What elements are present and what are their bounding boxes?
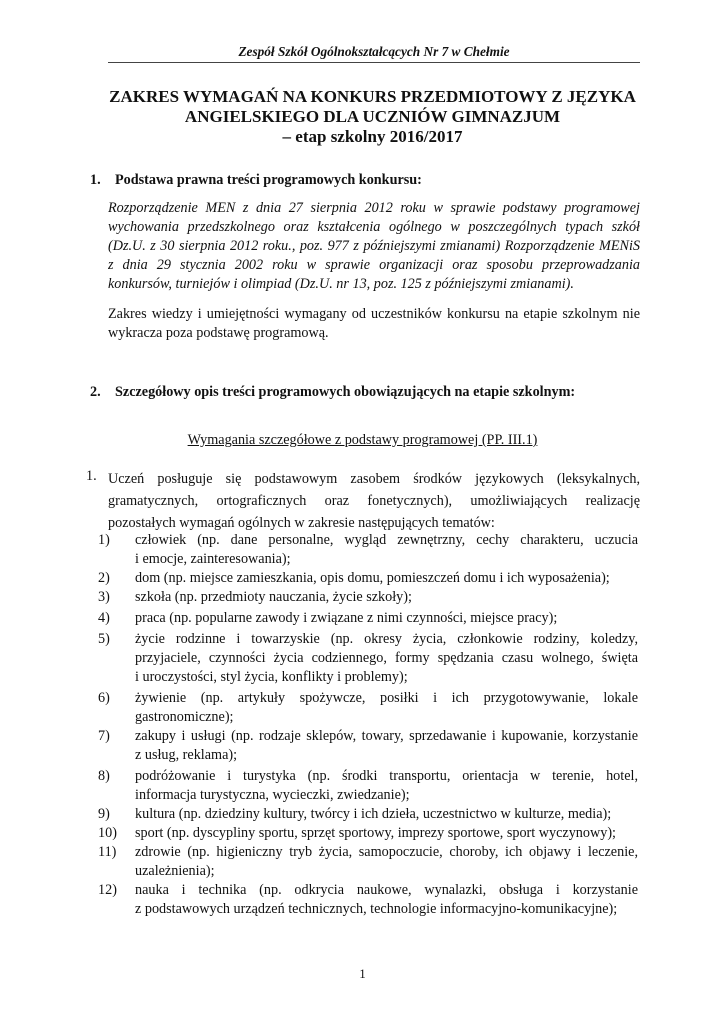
- topic-line: żywienie (np. artykuły spożywcze, posiłki i ich przygotowywanie, lokale: [135, 690, 638, 706]
- topic-line: informacja turystyczna, wycieczki, zwiedzanie);: [135, 787, 410, 803]
- topic-number: 4): [98, 610, 110, 626]
- topic-number: 9): [98, 806, 110, 822]
- topic-item: [98, 881, 638, 919]
- topic-item: [98, 531, 638, 569]
- section-1-heading: [90, 172, 422, 189]
- topic-number: 8): [98, 768, 110, 784]
- topic-line: kultura (np. dziedziny kultury, twórcy i ich dzieła, uczestnictwo w kulturze, media);: [135, 806, 612, 822]
- topic-line: człowiek (np. dane personalne, wygląd zewnętrzny, cechy charakteru, uczucia: [135, 532, 638, 548]
- topic-line: życie rodzinne i towarzyskie (np. okresy życia, członkowie rodziny, koledzy,: [135, 631, 638, 647]
- topic-number: 12): [98, 882, 117, 898]
- topic-item: [98, 609, 638, 628]
- topic-text: [135, 881, 638, 919]
- topic-number: 2): [98, 570, 110, 586]
- topic-line: dom (np. miejsce zamieszkania, opis domu, pomieszczeń domu i ich wyposażenia);: [135, 570, 610, 586]
- topic-item: [98, 805, 638, 824]
- topic-item: [98, 824, 638, 843]
- topic-line: gastronomiczne);: [135, 709, 234, 725]
- topic-number: 11): [98, 844, 117, 860]
- topic-line: nauka i technika (np. odkrycia naukowe, wynalazki, obsługa i korzystanie: [135, 882, 638, 898]
- topic-text: [135, 843, 638, 881]
- scope-line: Zakres wiedzy i umiejętności wymagany od uczestników konkursu na etapie szkolnym nie: [108, 306, 640, 322]
- topic-line: praca (np. popularne zawody i związane z nimi czynności, miejsce pracy);: [135, 610, 558, 626]
- requirements-subheading: Wymagania szczegółowe z podstawy programowej (PP. III.1): [187, 432, 538, 448]
- topic-line: zdrowie (np. higieniczny tryb życia, samopoczucie, choroby, ich objawy i leczenie,: [135, 844, 638, 860]
- page-number: 1: [359, 966, 366, 981]
- topic-text: [135, 569, 638, 588]
- header-divider: [108, 62, 640, 63]
- topic-text: [135, 727, 638, 765]
- section-2-number: 2.: [90, 384, 101, 400]
- intro-line: pozostałych wymagań ogólnych w zakresie następujących tematów:: [108, 515, 495, 531]
- requirement-number: 1.: [86, 468, 97, 484]
- topic-line: podróżowanie i turystyka (np. środki transportu, orientacja w terenie, hotel,: [135, 768, 638, 784]
- legal-line: Rozporządzenie MEN z dnia 27 sierpnia 2012 roku w sprawie podstawy programowej: [108, 200, 640, 216]
- topic-line: zakupy i usługi (np. rodzaje sklepów, towary, sprzedawanie i kupowanie, korzystanie: [135, 728, 638, 744]
- topic-text: [135, 767, 638, 805]
- topic-number: 5): [98, 631, 110, 647]
- legal-line: z dnia 29 stycznia 2002 roku w sprawie organizacji oraz sposobu przeprowadzania: [108, 257, 640, 273]
- topic-number: 7): [98, 728, 110, 744]
- topic-line: przyjaciele, czynności życia codziennego, formy spędzania czasu wolnego, święta: [135, 650, 638, 666]
- topic-item: [98, 727, 638, 765]
- topic-line: uzależnienia);: [135, 863, 215, 879]
- topic-text: [135, 630, 638, 687]
- topic-item: [98, 630, 638, 687]
- legal-basis-paragraph: [108, 199, 640, 294]
- legal-line: konkursów, turniejów i olimpiad (Dz.U. nr 13, poz. 125 z późniejszymi zmianami).: [108, 276, 574, 292]
- topic-line: sport (np. dyscypliny sportu, sprzęt sportowy, imprezy sportowe, sport wyczynowy);: [135, 825, 616, 841]
- topic-number: 3): [98, 589, 110, 605]
- topic-text: [135, 531, 638, 569]
- topic-number: 6): [98, 690, 110, 706]
- topic-number: 10): [98, 825, 117, 841]
- topic-text: [135, 805, 638, 824]
- section-1-number: 1.: [90, 172, 101, 188]
- topic-line: szkoła (np. przedmioty nauczania, życie szkoły);: [135, 589, 412, 605]
- scope-paragraph: [108, 305, 640, 343]
- topic-list: [98, 531, 638, 919]
- topic-line: i uroczystości, styl życia, konflikty i problemy);: [135, 669, 408, 685]
- topic-text: [135, 689, 638, 727]
- title-line-2: ANGIELSKIEGO DLA UCZNIÓW GIMNAZJUM: [184, 107, 561, 126]
- section-1-title: Podstawa prawna treści programowych konkursu:: [115, 172, 422, 188]
- title-line-1: ZAKRES WYMAGAŃ NA KONKURS PRZEDMIOTOWY Z JĘZYKA: [109, 87, 636, 106]
- legal-line: (Dz.U. z 30 sierpnia 2012 roku., poz. 977 z późniejszymi zmianami) Rozporządzenie MENiS: [108, 238, 640, 254]
- document-header: Zespół Szkół Ogólnokształcących Nr 7 w Chełmie: [238, 44, 510, 59]
- topic-text: [135, 824, 638, 843]
- intro-line: Uczeń posługuje się podstawowym zasobem środków językowych (leksykalnych,: [108, 471, 640, 487]
- topic-item: [98, 588, 638, 607]
- title-line-3: – etap szkolny 2016/2017: [282, 127, 463, 146]
- topic-text: [135, 609, 638, 628]
- requirement-intro: [108, 468, 640, 534]
- intro-line: gramatycznych, ortograficznych oraz fonetycznych), umożliwiających realizację: [108, 493, 640, 509]
- topic-item: [98, 569, 638, 588]
- topic-line: i emocje, zainteresowania);: [135, 551, 291, 567]
- topic-line: z podstawowych urządzeń technicznych, technologie informacyjno-komunikacyjne);: [135, 901, 618, 917]
- scope-line: wykracza poza podstawę programową.: [108, 325, 329, 341]
- section-2-title: Szczegółowy opis treści programowych obowiązujących na etapie szkolnym:: [115, 384, 576, 400]
- topic-item: [98, 689, 638, 727]
- topic-text: [135, 588, 638, 607]
- topic-line: z usług, reklama);: [135, 747, 238, 763]
- topic-item: [98, 767, 638, 805]
- topic-item: [98, 843, 638, 881]
- section-2-heading: [90, 384, 575, 401]
- legal-line: wychowania przedszkolnego oraz kształcenia ogólnego w poszczególnych typach szkół: [108, 219, 640, 235]
- document-title: [90, 87, 655, 147]
- topic-number: 1): [98, 532, 110, 548]
